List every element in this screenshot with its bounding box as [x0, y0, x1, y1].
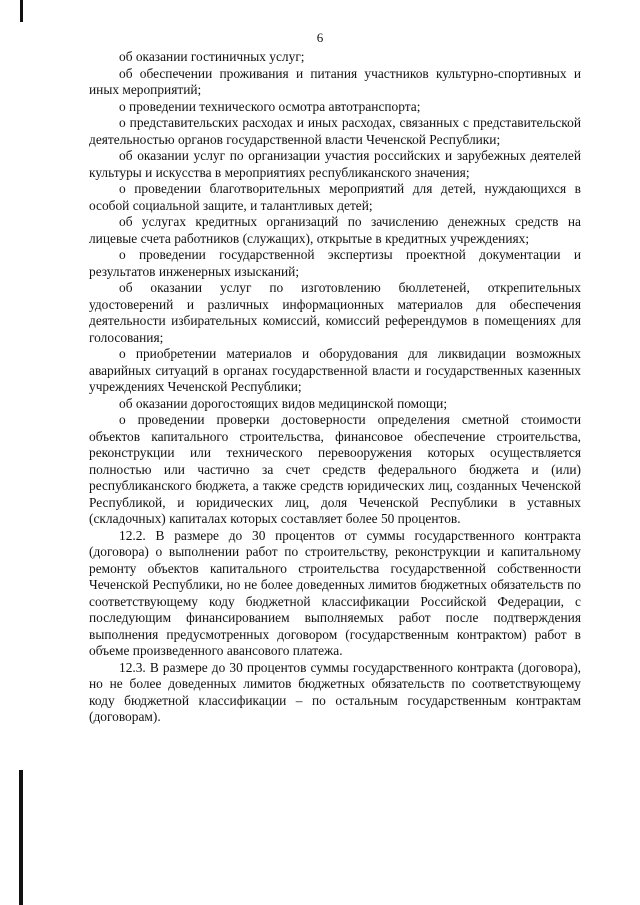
clause-12-3: 12.3. В размере до 30 процентов суммы государственного контракта (договора), но не более доведенных лимитов бюджетных обязательств по соответствующему коду бюджетной классификации – по остальным государственным контрактам (договорам). — [89, 659, 581, 724]
document-body — [89, 49, 581, 726]
list-item: о приобретении материалов и оборудования для ликвидации возможных аварийных ситуаций в органах государственной власти и государственных казенных учреждениях Чеченской Республики; — [89, 346, 581, 394]
list-item: об услугах кредитных организаций по зачислению денежных средств на лицевые счета работников (служащих), открытые в кредитных учреждениях; — [89, 214, 581, 246]
clause-12-2: 12.2. В размере до 30 процентов от суммы государственного контракта (договора) о выполнении работ по строительству, реконструкции и капитальному ремонту объектов капитального строительства государственной собственности Чеченской Республики, но не более доведенных лимитов бюджетных обязательств по соответствующему коду бюджетной классификации Российской Федерации, с последующим финансированием выполняемых работ после подтверждения выполнения предусмотренных договором (государственным контрактом) работ в объеме произведенного авансового платежа. — [89, 527, 581, 658]
list-item: о проведении благотворительных мероприятий для детей, нуждающихся в особой социальной защите, и талантливых детей; — [89, 181, 581, 213]
page-number: 6 — [316, 30, 324, 45]
list-item: об оказании услуг по изготовлению бюллетеней, открепительных удостоверений и различных информационных материалов для обеспечения деятельности избирательных комиссий, комиссий референдумов в помещениях для голосования; — [89, 280, 581, 345]
list-item: о проведении проверки достоверности определения сметной стоимости объектов капитального строительства, финансовое обеспечение строительства, реконструкции или технического перевооружения которых осуществляется полностью или частично за счет средств федерального бюджета и (или) республиканского бюджета, а также средств юридических лиц, созданных Чеченской Республикой, и юридических лиц, доля Чеченской Республики в уставных (складочных) капиталах которых составляет более 50 процентов. — [89, 412, 581, 526]
scan-edge-mark — [19, 770, 23, 905]
list-item: о проведении государственной экспертизы проектной документации и результатов инженерных изысканий; — [89, 247, 581, 279]
list-item: об оказании услуг по организации участия российских и зарубежных деятелей культуры и искусства в мероприятиях республиканского значения; — [89, 148, 581, 180]
list-item: об оказании дорогостоящих видов медицинской помощи; — [119, 395, 448, 411]
list-item: о проведении технического осмотра автотранспорта; — [119, 98, 421, 114]
list-item: об оказании гостиничных услуг; — [119, 49, 305, 64]
scan-edge-mark — [20, 0, 23, 22]
list-item: о представительских расходах и иных расходах, связанных с представительской деятельностью органов государственной власти Чеченской Республики; — [89, 115, 581, 147]
list-item: об обеспечении проживания и питания участников культурно-спортивных и иных мероприятий; — [89, 65, 581, 97]
